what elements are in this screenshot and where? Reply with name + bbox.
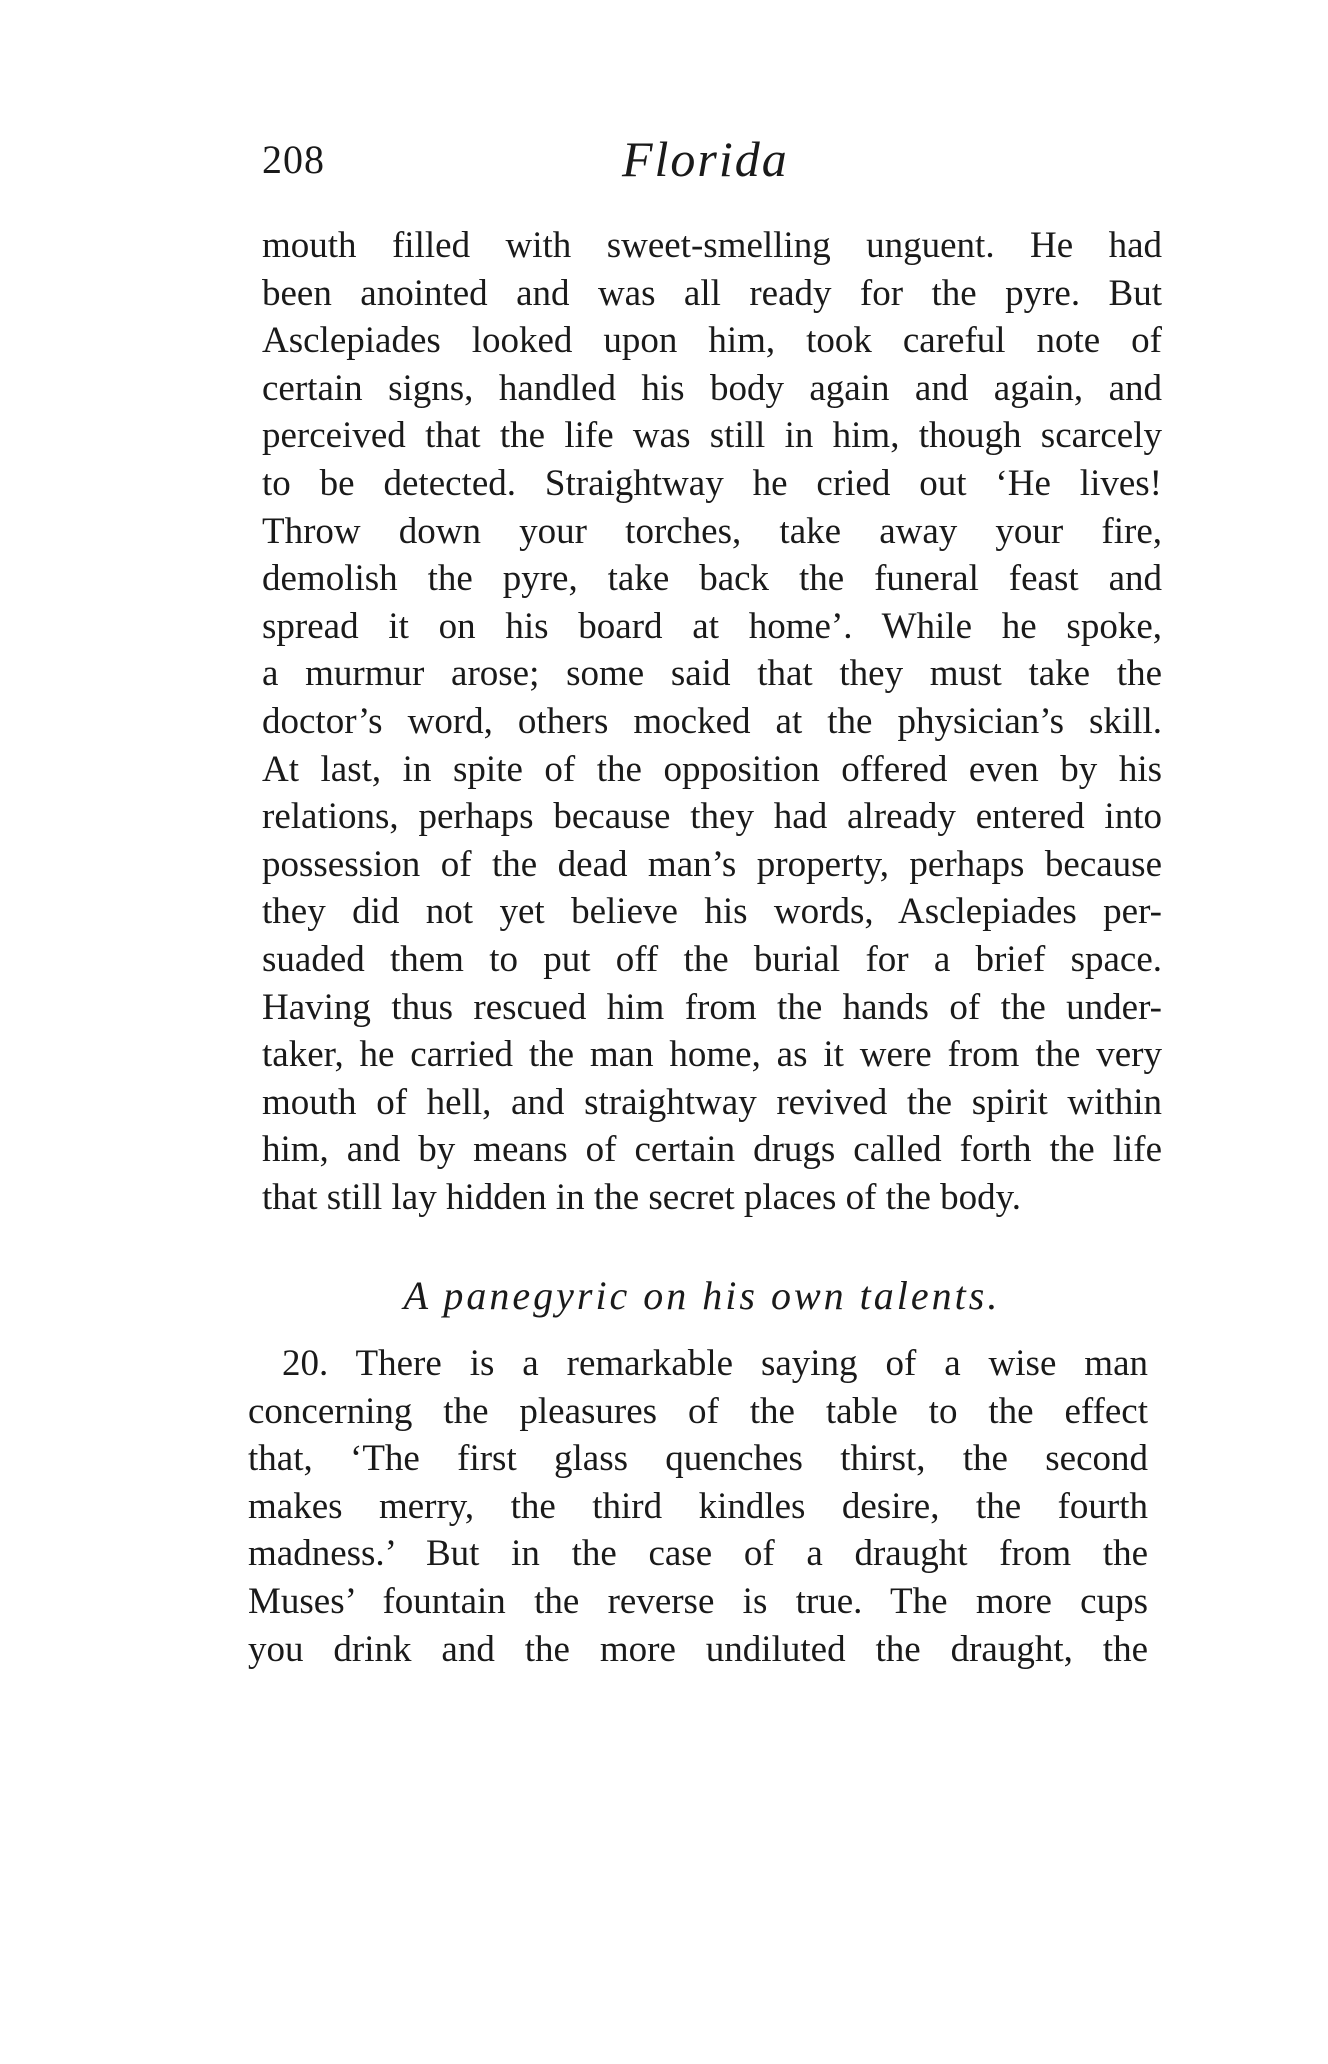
text-line: doctor’s word, others mocked at the physician’s skill. [262, 700, 1162, 742]
paragraph-1 [262, 222, 1162, 1221]
text-line: perceived that the life was still in him, though scarcely [262, 415, 1162, 457]
paragraph-2 [248, 1340, 1148, 1673]
text-line: taker, he carried the man home, as it were from the very [262, 1034, 1162, 1076]
text-line: Throw down your torches, take away your fire, [262, 510, 1162, 552]
text-line: spread it on his board at home’. While he spoke, [262, 605, 1162, 647]
text-line: that still lay hidden in the secret places of the body. [262, 1176, 1021, 1218]
text-line: certain signs, handled his body again and again, and [262, 367, 1162, 409]
text-line: him, and by means of certain drugs called forth the life [262, 1129, 1162, 1171]
text-line: Asclepiades looked upon him, took careful note of [262, 320, 1162, 362]
text-line: mouth of hell, and straightway revived the spirit within [262, 1081, 1162, 1123]
page-header [262, 130, 1142, 190]
text-line: 20. There is a remarkable saying of a wise man [282, 1343, 1148, 1384]
text-line: Having thus rescued him from the hands of the under- [262, 986, 1162, 1028]
text-line: that, ‘The first glass quenches thirst, the second [248, 1438, 1148, 1480]
text-line: demolish the pyre, take back the funeral feast and [262, 558, 1162, 600]
text-line: a murmur arose; some said that they must take the [262, 653, 1162, 695]
text-line: mouth filled with sweet-smelling unguent. He had [262, 225, 1162, 266]
text-line: they did not yet believe his words, Asclepiades per- [262, 891, 1162, 933]
text-line: At last, in spite of the opposition offered even by his [262, 748, 1162, 790]
text-line: possession of the dead man’s property, perhaps because [262, 843, 1162, 885]
text-line: madness.’ But in the case of a draught from the [248, 1533, 1148, 1575]
section-heading: A panegyric on his own talents. [403, 1273, 1001, 1318]
text-line: Muses’ fountain the reverse is true. The more cups [248, 1580, 1148, 1622]
text-line: concerning the pleasures of the table to the effect [248, 1390, 1148, 1432]
text-line: suaded them to put off the burial for a brief space. [262, 938, 1162, 980]
text-line: relations, perhaps because they had already entered into [262, 796, 1162, 838]
text-line: you drink and the more undiluted the draught, the [248, 1628, 1148, 1670]
running-head: Florida [622, 131, 789, 187]
text-line: makes merry, the third kindles desire, the fourth [248, 1485, 1148, 1527]
text-line: to be detected. Straightway he cried out ‘He lives! [262, 462, 1162, 504]
page-number: 208 [262, 137, 325, 182]
text-line: been anointed and was all ready for the pyre. But [262, 272, 1162, 314]
